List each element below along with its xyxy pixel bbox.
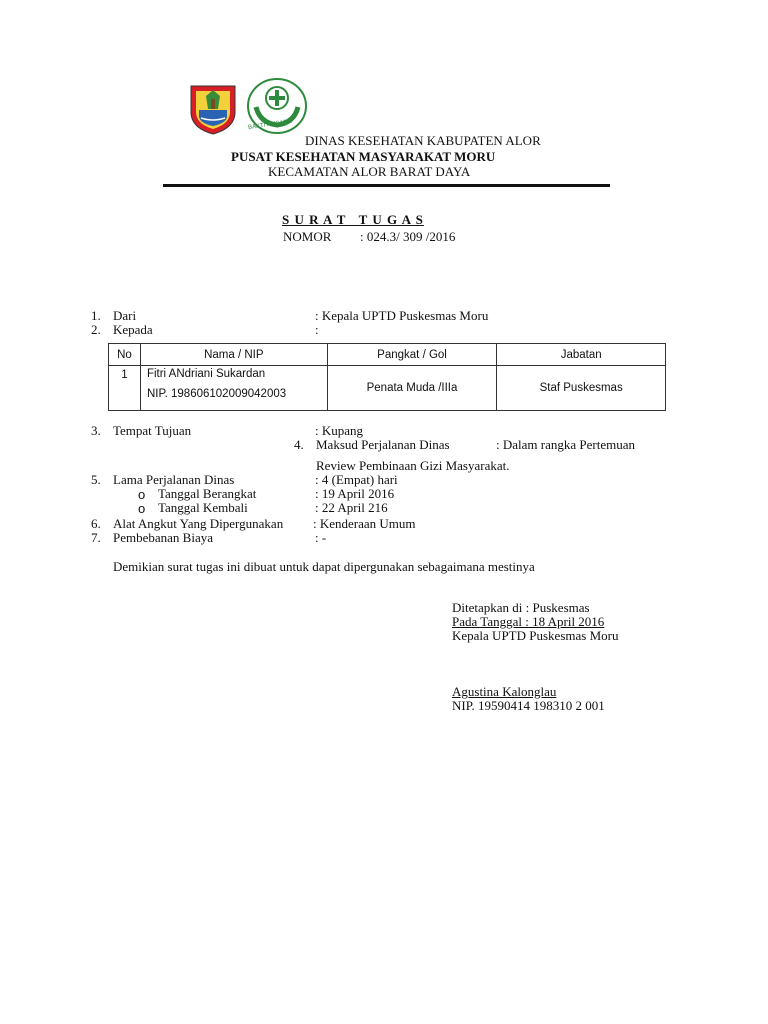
item-tempat-label: Tempat Tujuan: [113, 423, 192, 438]
column-header: No: [109, 344, 141, 366]
bakti-husada-text: BAKTI HUSADA: [247, 118, 293, 132]
bullet-berangkat: o: [138, 487, 146, 502]
item-maksud-continuation: Review Pembinaan Gizi Masyarakat.: [316, 458, 510, 473]
item-berangkat-value: : 19 April 2016: [315, 486, 395, 501]
item-angkut-number: 6.: [91, 516, 101, 531]
table-header-row: [109, 344, 666, 366]
item-dari-number: 1.: [91, 308, 101, 323]
staff-name: Fitri ANdriani Sukardan: [146, 368, 266, 380]
item-lama-value: : 4 (Empat) hari: [315, 472, 398, 487]
header-line-2: PUSAT KESEHATAN MASYARAKAT MORU: [231, 149, 496, 164]
item-dari-label: Dari: [113, 308, 137, 323]
closing-statement: Demikian surat tugas ini dibuat untuk dapat dipergunakan sebagaimana mestinya: [113, 559, 535, 574]
cell-no: 1: [109, 366, 141, 411]
item-kepada-label: Kepada: [113, 322, 153, 337]
cell-jabatan: Staf Puskesmas: [497, 366, 666, 411]
item-tempat-number: 3.: [91, 423, 101, 438]
cell-nama-nip: [140, 366, 327, 411]
item-tempat-value: : Kupang: [315, 423, 364, 438]
signature-place: Ditetapkan di : Puskesmas: [452, 600, 590, 615]
item-kembali-value: : 22 April 216: [315, 500, 388, 515]
staff-nip: NIP. 198606102009042003: [146, 388, 287, 400]
staff-table: [108, 343, 666, 411]
item-berangkat-label: Tanggal Berangkat: [158, 486, 257, 501]
bullet-kembali: o: [138, 501, 146, 516]
signature-date: Pada Tanggal : 18 April 2016: [452, 614, 605, 629]
header-line-1: DINAS KESEHATAN KABUPATEN ALOR: [305, 133, 541, 148]
signatory-nip: NIP. 19590414 198310 2 001: [452, 698, 605, 713]
regency-crest-icon: [188, 82, 238, 136]
column-header: Nama / NIP: [140, 344, 327, 366]
item-kembali-label: Tanggal Kembali: [158, 500, 248, 515]
header-divider: [163, 184, 610, 187]
column-header: Jabatan: [497, 344, 666, 366]
item-dari-value: : Kepala UPTD Puskesmas Moru: [315, 308, 489, 323]
item-biaya-number: 7.: [91, 530, 101, 545]
item-maksud-label: Maksud Perjalanan Dinas: [316, 437, 450, 452]
nomor-label: NOMOR: [283, 229, 332, 244]
signatory-name: Agustina Kalonglau: [452, 684, 557, 699]
item-kepada-number: 2.: [91, 322, 101, 337]
item-biaya-value: : -: [315, 530, 327, 545]
cell-pangkat: Penata Muda /IIIa: [327, 366, 497, 411]
item-angkut-label: Alat Angkut Yang Dipergunakan: [113, 516, 284, 531]
table-row: [109, 366, 666, 411]
column-header: Pangkat / Gol: [327, 344, 497, 366]
item-lama-number: 5.: [91, 472, 101, 487]
item-biaya-label: Pembebanan Biaya: [113, 530, 213, 545]
nomor-value: : 024.3/ 309 /2016: [360, 229, 456, 244]
document-title: S U R A T T U G A S: [282, 212, 424, 227]
item-angkut-value: : Kenderaan Umum: [313, 516, 416, 531]
item-kepada-value: :: [315, 322, 319, 337]
item-maksud-number: 4.: [294, 437, 304, 452]
item-maksud-value: : Dalam rangka Pertemuan: [496, 437, 635, 452]
header-line-3: KECAMATAN ALOR BARAT DAYA: [268, 164, 471, 179]
bakti-husada-logo: [246, 77, 308, 135]
signature-position: Kepala UPTD Puskesmas Moru: [452, 628, 619, 643]
item-lama-label: Lama Perjalanan Dinas: [113, 472, 235, 487]
